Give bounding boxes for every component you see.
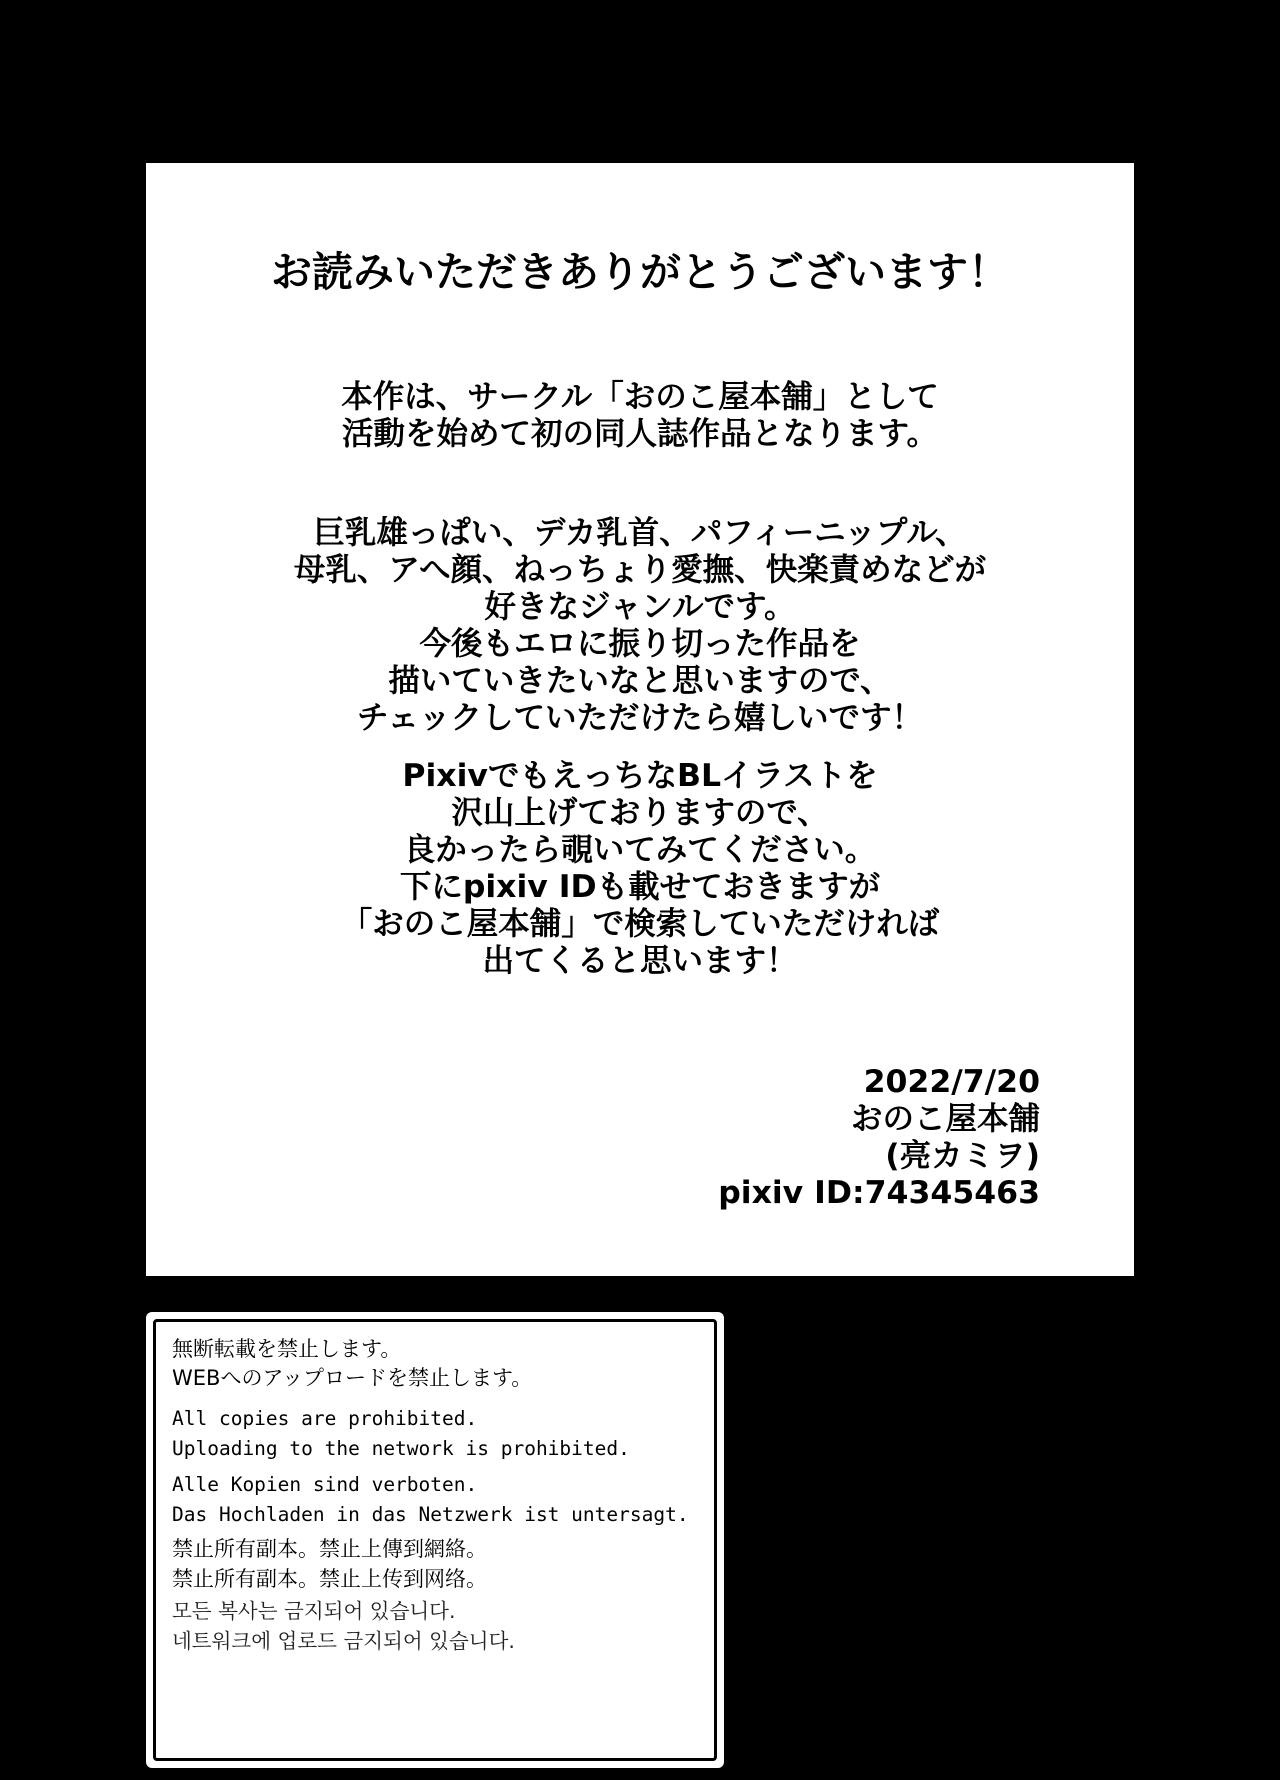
signature-date: 2022/7/20 <box>863 1064 1040 1100</box>
signature-circle: おのこ屋本舗 <box>850 1101 1040 1137</box>
notice-line: Uploading to the network is prohibited. <box>172 1437 630 1460</box>
text-line: 今後もエロに振り切った作品を <box>419 626 861 662</box>
notice-line: 禁止所有副本。禁止上传到网络。 <box>172 1567 487 1591</box>
notice-line: 無断転載を禁止します。 <box>172 1337 402 1361</box>
signature-block <box>718 1064 1040 1212</box>
notice-chinese <box>172 1534 712 1594</box>
text-line: 沢山上げておりますので、 <box>451 795 829 831</box>
afterword-panel <box>146 163 1134 1276</box>
notice-japanese <box>172 1335 712 1393</box>
genre-paragraph <box>146 515 1134 737</box>
page-title: お読みいただきありがとうございます！ <box>271 248 1009 296</box>
text-line: チェックしていただけたら嬉しいです！ <box>356 700 924 736</box>
notice-line: 禁止所有副本。禁止上傳到網絡。 <box>172 1537 487 1561</box>
copyright-notice <box>146 1312 724 1768</box>
notice-korean <box>172 1596 712 1656</box>
text-line: 好きなジャンルです。 <box>484 589 796 625</box>
notice-frame <box>153 1319 717 1761</box>
text-line: 下にpixiv IDも載せておきますが <box>399 869 881 905</box>
text-line: 良かったら覗いてみてください。 <box>403 832 877 868</box>
text-line: PixivでもえっちなBLイラストを <box>402 758 878 794</box>
notice-line: Alle Kopien sind verboten. <box>172 1473 478 1496</box>
pixiv-paragraph <box>146 758 1134 980</box>
text-line: 本作は、サークル「おのこ屋本舗」として <box>341 379 939 415</box>
signature-author: (亮カミヲ) <box>885 1138 1040 1174</box>
notice-line: 네트워크에 업로드 금지되어 있습니다. <box>172 1629 515 1653</box>
notice-line: 모든 복사는 금지되어 있습니다. <box>172 1599 456 1623</box>
text-line: 描いていきたいなと思いますので、 <box>388 663 892 699</box>
notice-line: Das Hochladen in das Netzwerk ist untersagt. <box>172 1503 689 1526</box>
notice-line: WEBへのアップロードを禁止します。 <box>172 1366 533 1390</box>
notice-german <box>172 1470 712 1530</box>
text-line: 活動を始めて初の同人誌作品となります。 <box>342 416 938 452</box>
text-line: 出てくると思います！ <box>482 943 798 979</box>
text-line: 「おのこ屋本舗」で検索していただければ <box>340 906 940 942</box>
text-line: 巨乳雄っぱい、デカ乳首、パフィーニップル、 <box>313 515 967 551</box>
notice-line: All copies are prohibited. <box>172 1407 478 1430</box>
notice-english <box>172 1404 712 1464</box>
intro-paragraph <box>146 379 1134 453</box>
signature-pixiv-id: pixiv ID:74345463 <box>718 1175 1040 1211</box>
text-line: 母乳、アへ顔、ねっちょり愛撫、快楽責めなどが <box>293 552 987 588</box>
